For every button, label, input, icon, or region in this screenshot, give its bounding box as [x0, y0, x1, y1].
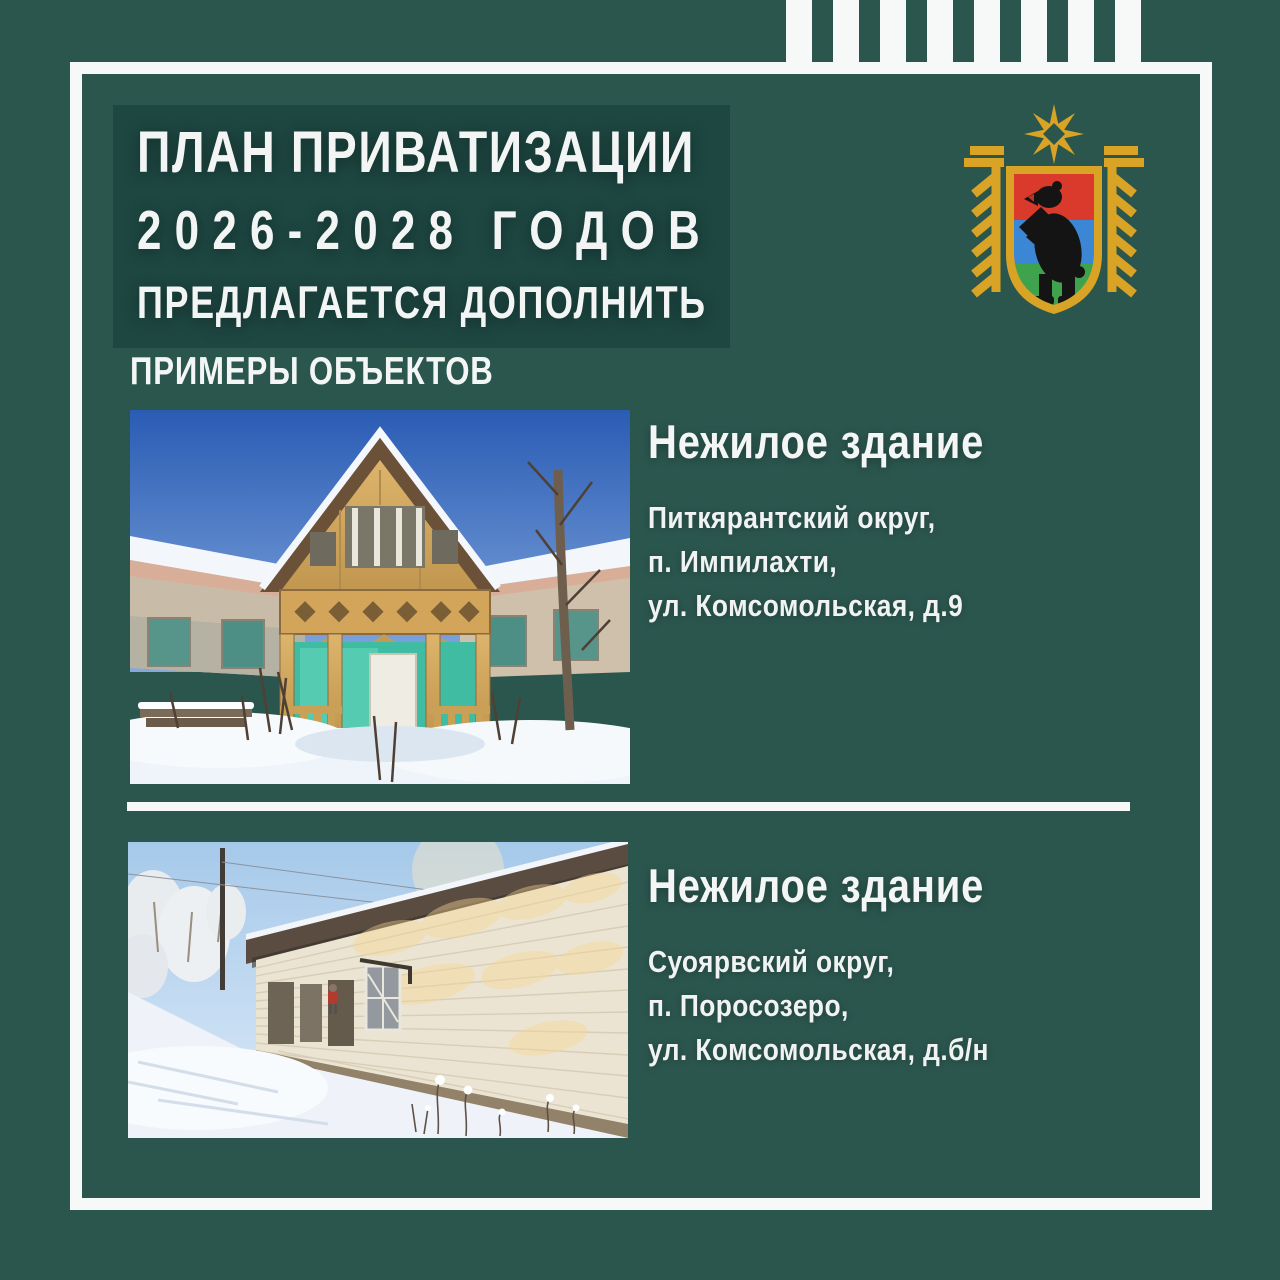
title-line-2: 2026-2028 ГОДОВ — [137, 199, 713, 261]
address-line: Питкярантский округ, — [648, 500, 936, 535]
title-line-3: ПРЕДЛАГАЕТСЯ ДОПОЛНИТЬ — [137, 277, 707, 328]
title-line-1: ПЛАН ПРИВАТИЗАЦИИ — [137, 120, 695, 185]
karelia-coat-of-arms-icon — [962, 96, 1146, 328]
subtitle: ПРИМЕРЫ ОБЪЕКТОВ — [130, 350, 494, 393]
address-line: п. Поросозеро, — [648, 988, 849, 1023]
address-line: ул. Комсомольская, д.б/н — [648, 1032, 989, 1067]
object-title: Нежилое здание — [648, 859, 985, 912]
address-line: Суоярвский округ, — [648, 944, 895, 979]
object-address — [648, 940, 1049, 1072]
title-panel — [113, 105, 730, 348]
photo2-pole — [220, 848, 225, 990]
object-address — [648, 496, 1019, 628]
section-divider — [127, 802, 1130, 811]
address-line: ул. Комсомольская, д.9 — [648, 588, 964, 623]
corner-stripes-decoration — [786, 0, 1141, 62]
photo-brick-building-winter — [128, 842, 628, 1138]
address-line: п. Импилахти, — [648, 544, 838, 579]
object-title: Нежилое здание — [648, 415, 985, 468]
photo-wooden-house-winter — [130, 410, 630, 784]
